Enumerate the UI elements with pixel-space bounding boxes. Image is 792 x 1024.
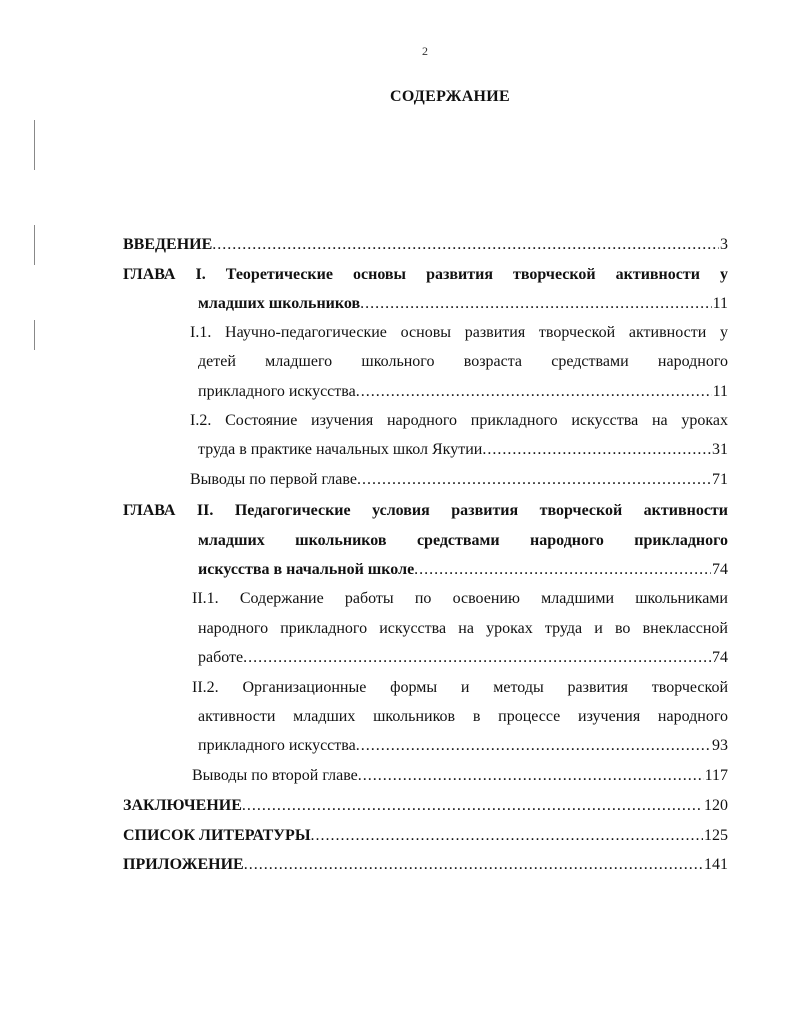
toc-label: прикладного искусства [198, 737, 356, 754]
toc-label: работе [198, 649, 244, 666]
page-number: 2 [422, 44, 428, 58]
toc-page-number: 31 [712, 441, 728, 458]
toc-section-2-2-text: активности младших школьников в процессе изучения народного [198, 708, 728, 725]
toc-chapter1-heading[interactable]: ГЛАВА I. Теоретические основы развития творческой активности у [123, 266, 728, 283]
toc-section-2-1-text: народного прикладного искусства на уроках труда и во внеклассной [198, 620, 728, 637]
toc-leader-dots [242, 796, 703, 816]
toc-label: СПИСОК ЛИТЕРАТУРЫ [123, 827, 311, 844]
toc-leader-dots [356, 382, 712, 402]
toc-page-number: 71 [712, 471, 728, 488]
toc-chapter2-heading[interactable]: ГЛАВА II. Педагогические условия развития творческой активности [123, 502, 728, 519]
toc-chapter2-text: младших школьников средствами народного прикладного [198, 532, 728, 549]
scan-mark [34, 120, 35, 170]
toc-section-1-2-entry[interactable] [198, 440, 728, 460]
toc-section-1-1-heading[interactable]: I.1. Научно-педагогические основы развития творческой активности у [190, 324, 728, 341]
toc-chapter2-conclusions[interactable] [192, 766, 728, 786]
toc-entry-appendix[interactable] [123, 855, 728, 875]
toc-entry-references[interactable] [123, 826, 728, 846]
toc-section-2-1-heading[interactable]: II.1. Содержание работы по освоению младшими школьниками [192, 590, 728, 607]
toc-title: СОДЕРЖАНИЕ [389, 88, 511, 105]
toc-section-2-1-entry[interactable] [198, 648, 728, 668]
toc-page-number: 141 [704, 856, 728, 873]
toc-page-number: 120 [704, 797, 728, 814]
toc-entry-intro[interactable] [123, 235, 728, 255]
toc-page-number: 125 [704, 827, 728, 844]
toc-label: ПРИЛОЖЕНИЕ [123, 856, 244, 873]
toc-section-1-2-heading[interactable]: I.2. Состояние изучения народного прикладного искусства на уроках [190, 412, 728, 429]
scan-mark [34, 225, 35, 265]
toc-leader-dots [356, 736, 711, 756]
toc-section-2-2-heading[interactable]: II.2. Организационные формы и методы развития творческой [192, 679, 728, 696]
toc-page-number: 74 [712, 649, 728, 666]
toc-label: Выводы по второй главе [192, 767, 358, 784]
toc-page-number: 11 [712, 383, 728, 400]
toc-section-2-2-entry[interactable] [198, 736, 728, 756]
toc-leader-dots [414, 560, 711, 580]
toc-page-number: 3 [720, 236, 728, 253]
toc-leader-dots [244, 855, 703, 875]
toc-label: искусства в начальной школе [198, 561, 415, 578]
toc-chapter1-entry[interactable] [198, 294, 728, 314]
toc-leader-dots [243, 648, 711, 668]
toc-chapter2-entry[interactable] [198, 560, 728, 580]
scan-mark [34, 320, 35, 350]
toc-chapter1-conclusions[interactable] [190, 470, 728, 490]
toc-leader-dots [358, 766, 704, 786]
toc-label: младших школьников [198, 295, 361, 312]
toc-leader-dots [482, 440, 711, 460]
toc-leader-dots [360, 294, 711, 314]
toc-page-number: 74 [712, 561, 728, 578]
toc-leader-dots [212, 235, 719, 255]
toc-page-number: 117 [704, 767, 728, 784]
toc-section-1-1-text: детей младшего школьного возраста средствами народного [198, 353, 728, 370]
toc-leader-dots [311, 826, 703, 846]
toc-page-number: 11 [712, 295, 728, 312]
toc-section-1-1-entry[interactable] [198, 382, 728, 402]
toc-entry-conclusion[interactable] [123, 796, 728, 816]
toc-label: прикладного искусства [198, 383, 356, 400]
toc-label: Выводы по первой главе [190, 471, 357, 488]
toc-page-number: 93 [712, 737, 728, 754]
toc-leader-dots [357, 470, 711, 490]
toc-label: ЗАКЛЮЧЕНИЕ [123, 797, 242, 814]
toc-label: ВВЕДЕНИЕ [123, 236, 213, 253]
toc-label: труда в практике начальных школ Якутии [198, 441, 483, 458]
